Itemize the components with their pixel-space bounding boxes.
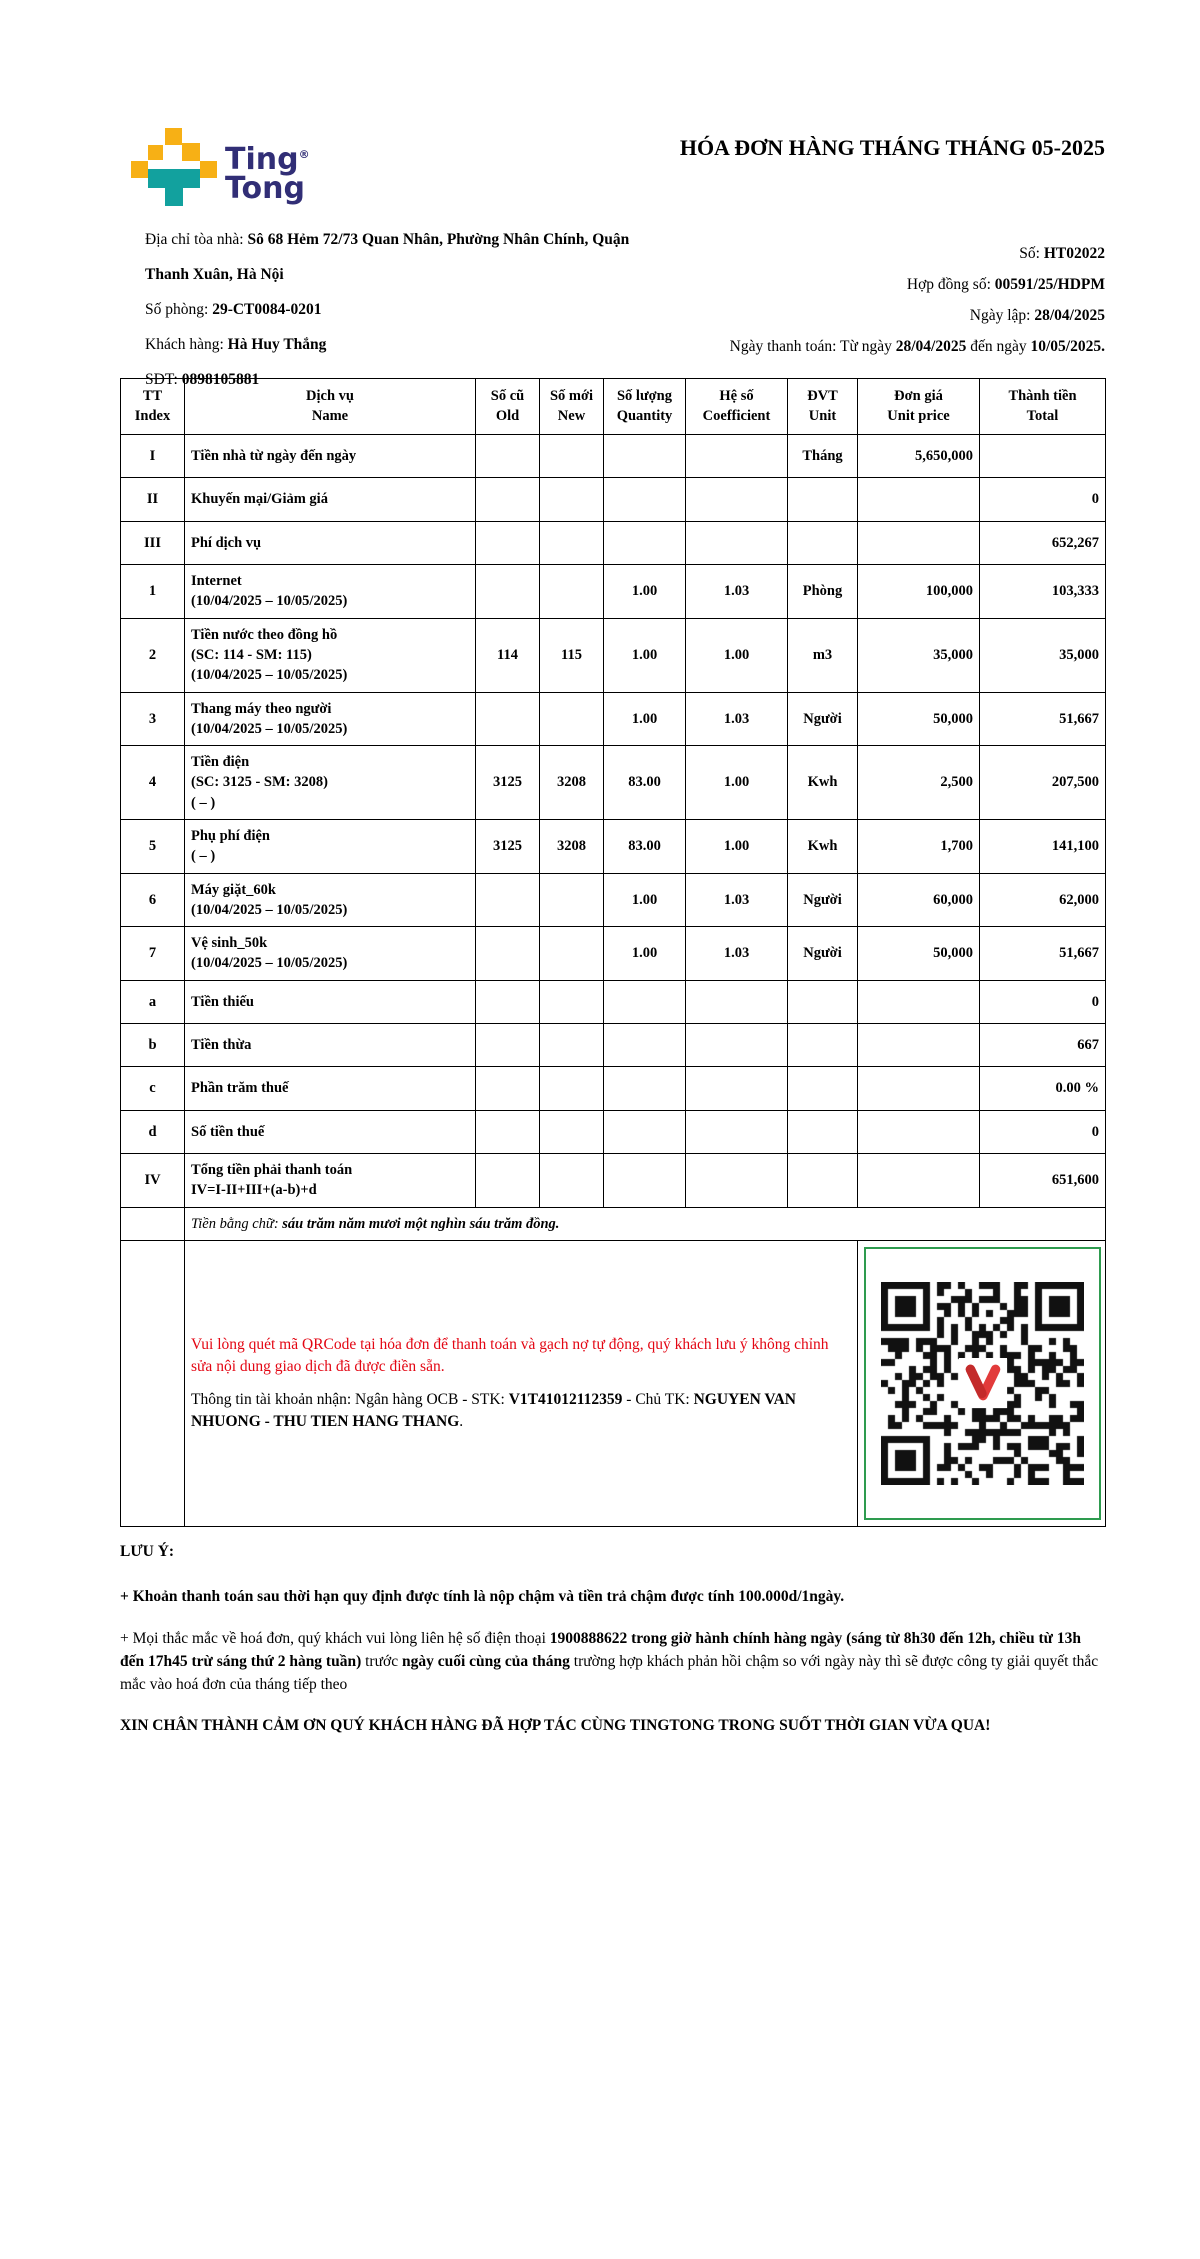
- logo-pixel-yellow: [182, 143, 200, 161]
- cell-old: [476, 565, 540, 619]
- cell-price: 60,000: [858, 873, 980, 927]
- cell-qty: [604, 1153, 686, 1207]
- text-segment: 00591/25/HDPM: [994, 276, 1105, 293]
- cell-service-name: [185, 927, 476, 981]
- qr-center-v-icon: [959, 1358, 1007, 1408]
- column-header: [476, 379, 540, 435]
- cell-price: 50,000: [858, 692, 980, 746]
- cell-unit: Kwh: [788, 746, 858, 820]
- cell-coef: 1.03: [686, 927, 788, 981]
- cell-total: 651,600: [980, 1153, 1106, 1207]
- invoice-title: HÓA ĐƠN HÀNG THÁNG THÁNG 05-2025: [679, 135, 1105, 160]
- column-header-line: ĐVT: [807, 388, 838, 404]
- cell-new: [540, 873, 604, 927]
- text-segment: .: [459, 1413, 464, 1431]
- service-name-line: Tiền nhà từ ngày đến ngày: [191, 448, 357, 465]
- cell-service-name: [185, 565, 476, 619]
- cell-qty: [604, 478, 686, 521]
- cell-index: a: [121, 980, 185, 1023]
- cell-coef: [686, 980, 788, 1023]
- table-row: [121, 692, 1106, 746]
- note-contact: [120, 1627, 1105, 1697]
- cell-total: [980, 435, 1106, 478]
- cell-coef: 1.00: [686, 746, 788, 820]
- service-name-line: Tiền thiếu: [191, 993, 254, 1010]
- cell-new: 115: [540, 618, 604, 692]
- cell-old: [476, 1067, 540, 1110]
- service-name-line: (10/04/2025 – 10/05/2025): [191, 593, 348, 610]
- cell-coef: 1.00: [686, 819, 788, 873]
- logo-pixel-yellow: [148, 145, 163, 160]
- table-row: [121, 1024, 1106, 1067]
- text-segment: 10/05/2025.: [1030, 338, 1105, 355]
- column-header-line: TT: [142, 388, 163, 404]
- registered-mark: ®: [298, 148, 310, 161]
- table-row: [121, 435, 1106, 478]
- text-segment: 28/04/2025: [1034, 307, 1105, 324]
- table-row: [121, 819, 1106, 873]
- cell-new: [540, 521, 604, 564]
- building-info-line: [145, 327, 667, 362]
- column-header-line: Unit price: [887, 407, 950, 424]
- column-header-line: Unit: [808, 407, 837, 424]
- text-segment: Địa chỉ tòa nhà:: [145, 231, 248, 248]
- cell-unit: [788, 1110, 858, 1153]
- building-info-line: [145, 292, 667, 327]
- service-name-line: Phần trăm thuế: [191, 1080, 289, 1097]
- table-row: [121, 927, 1106, 981]
- text-segment: Ngày thanh toán: Từ ngày: [729, 338, 896, 355]
- cell-empty: [121, 1240, 185, 1526]
- cell-new: [540, 692, 604, 746]
- cell-new: [540, 1067, 604, 1110]
- cell-unit: Người: [788, 927, 858, 981]
- service-name-line: Khuyến mại/Giảm giá: [191, 491, 328, 508]
- column-header-line: Old: [495, 407, 520, 424]
- cell-service-name: [185, 478, 476, 521]
- cell-qty: 1.00: [604, 692, 686, 746]
- info-section: [145, 222, 1105, 397]
- column-header: [980, 379, 1106, 435]
- cell-price: 2,500: [858, 746, 980, 820]
- amount-in-words-label: Tiền bằng chữ:: [191, 1215, 283, 1232]
- notes-section: [120, 1540, 1105, 1756]
- column-header-line: Số mới: [549, 388, 594, 404]
- text-segment: Số phòng:: [145, 301, 213, 318]
- text-segment: đến ngày: [966, 338, 1031, 355]
- cell-index: I: [121, 435, 185, 478]
- cell-new: [540, 478, 604, 521]
- cell-old: [476, 435, 540, 478]
- column-header-line: Total: [1026, 407, 1059, 424]
- cell-old: 3125: [476, 746, 540, 820]
- cell-unit: Người: [788, 873, 858, 927]
- tingtong-logo-icon: [131, 128, 211, 206]
- text-segment: trường hợp khách phản hồi chậm so với ngày này thì sẽ được công ty giải quyết thắc mắc vào hoá đơn của tháng tiếp theo: [120, 1652, 1103, 1693]
- cell-old: [476, 980, 540, 1023]
- cell-price: [858, 521, 980, 564]
- cell-unit: [788, 1024, 858, 1067]
- cell-index: 5: [121, 819, 185, 873]
- service-name-line: Thang máy theo người: [191, 700, 332, 717]
- column-header-line: Số cũ: [490, 388, 525, 404]
- service-name-line: Vệ sinh_50k: [191, 935, 268, 952]
- cell-service-name: [185, 618, 476, 692]
- cell-old: [476, 1153, 540, 1207]
- cell-price: [858, 478, 980, 521]
- text-segment: Hợp đồng số:: [906, 276, 995, 293]
- cell-service-name: [185, 1067, 476, 1110]
- cell-price: [858, 1110, 980, 1153]
- text-segment: 1900888622 trong giờ hành chính hàng ngày (sáng từ 8h30 đến 12h, chiều từ 13h đến 17h45 trừ sáng thứ 2 hàng tuần): [120, 1629, 1085, 1670]
- logo-word-tong: Tong: [225, 171, 305, 206]
- text-segment: + Khoản thanh toán sau thời hạn quy định được tính là nộp chậm và tiền trả chậm được tính 100.000d/1ngày.: [120, 1588, 845, 1606]
- qr-code-cell: [858, 1240, 1106, 1526]
- cell-qty: [604, 1024, 686, 1067]
- service-name-line: Phụ phí điện: [191, 827, 270, 844]
- cell-service-name: [185, 435, 476, 478]
- table-row: [121, 1110, 1106, 1153]
- table-row: [121, 746, 1106, 820]
- cell-price: [858, 980, 980, 1023]
- service-name-line: Internet: [191, 573, 242, 590]
- column-header: [686, 379, 788, 435]
- text-segment: - Chủ TK:: [622, 1391, 694, 1409]
- cell-index: d: [121, 1110, 185, 1153]
- cell-qty: 1.00: [604, 927, 686, 981]
- notes-heading: LƯU Ý:: [120, 1543, 175, 1560]
- invoice-meta: [667, 238, 1105, 397]
- cell-coef: [686, 435, 788, 478]
- cell-index: 2: [121, 618, 185, 692]
- text-segment: HT02022: [1043, 245, 1105, 262]
- cell-unit: m3: [788, 618, 858, 692]
- cell-index: 4: [121, 746, 185, 820]
- service-name-line: (10/04/2025 – 10/05/2025): [191, 720, 348, 737]
- text-segment: Ngày lập:: [969, 307, 1035, 324]
- cell-total: 0.00 %: [980, 1067, 1106, 1110]
- cell-service-name: [185, 873, 476, 927]
- column-header-line: Đơn giá: [894, 388, 943, 404]
- qr-code: [881, 1282, 1084, 1485]
- service-name-line: Tiền nước theo đồng hồ: [191, 626, 338, 643]
- service-name-line: (SC: 114 - SM: 115): [191, 646, 312, 663]
- cell-coef: 1.03: [686, 873, 788, 927]
- cell-new: [540, 980, 604, 1023]
- cell-old: [476, 1110, 540, 1153]
- table-row: [121, 1067, 1106, 1110]
- cell-qty: 1.00: [604, 565, 686, 619]
- cell-index: 6: [121, 873, 185, 927]
- cell-qty: 1.00: [604, 618, 686, 692]
- cell-index: II: [121, 478, 185, 521]
- table-row: [121, 478, 1106, 521]
- cell-total: 0: [980, 478, 1106, 521]
- table-row: [121, 618, 1106, 692]
- cell-price: 100,000: [858, 565, 980, 619]
- cell-service-name: [185, 746, 476, 820]
- cell-total: 62,000: [980, 873, 1106, 927]
- text-segment: Khách hàng:: [145, 336, 228, 353]
- cell-coef: [686, 1153, 788, 1207]
- cell-new: [540, 1024, 604, 1067]
- cell-new: [540, 927, 604, 981]
- cell-service-name: [185, 819, 476, 873]
- logo-pixel-teal: [165, 188, 183, 206]
- table-row: [121, 980, 1106, 1023]
- cell-coef: 1.03: [686, 565, 788, 619]
- cell-new: [540, 565, 604, 619]
- payment-instructions-cell: [185, 1240, 858, 1526]
- invoice-meta-line: [667, 300, 1105, 331]
- cell-price: [858, 1067, 980, 1110]
- cell-price: 35,000: [858, 618, 980, 692]
- amount-in-words-value: sáu trăm năm mươi một nghìn sáu trăm đồng.: [282, 1215, 560, 1232]
- cell-qty: [604, 521, 686, 564]
- invoice-meta-line: [667, 269, 1105, 300]
- cell-price: [858, 1024, 980, 1067]
- cell-unit: Tháng: [788, 435, 858, 478]
- cell-unit: Phòng: [788, 565, 858, 619]
- cell-price: 5,650,000: [858, 435, 980, 478]
- cell-old: 3125: [476, 819, 540, 873]
- service-name-line: Số tiền thuế: [191, 1123, 265, 1140]
- service-name-line: (10/04/2025 – 10/05/2025): [191, 955, 348, 972]
- cell-unit: [788, 521, 858, 564]
- cell-index: III: [121, 521, 185, 564]
- column-header: [540, 379, 604, 435]
- service-name-line: IV=I-II+III+(a-b)+d: [191, 1182, 317, 1199]
- service-name-line: ( – ): [191, 848, 216, 865]
- cell-unit: Kwh: [788, 819, 858, 873]
- cell-index: b: [121, 1024, 185, 1067]
- column-header: [858, 379, 980, 435]
- amount-in-words-cell: [185, 1207, 1106, 1240]
- tingtong-logo: [131, 128, 310, 206]
- cell-total: 0: [980, 1110, 1106, 1153]
- column-header: [121, 379, 185, 435]
- cell-old: [476, 478, 540, 521]
- cell-new: 3208: [540, 746, 604, 820]
- cell-qty: [604, 980, 686, 1023]
- cell-total: 0: [980, 980, 1106, 1023]
- cell-coef: 1.03: [686, 692, 788, 746]
- cell-unit: [788, 980, 858, 1023]
- column-header-line: Index: [134, 407, 171, 424]
- qr-instruction-text: Vui lòng quét mã QRCode tại hóa đơn để thanh toán và gạch nợ tự động, quý khách lưu ý không chỉnh sửa nội dung giao dịch đã được điền sẵn.: [191, 1335, 829, 1375]
- cell-coef: [686, 1110, 788, 1153]
- cell-qty: [604, 1067, 686, 1110]
- column-header-line: Coefficient: [702, 407, 771, 424]
- cell-total: 51,667: [980, 927, 1106, 981]
- cell-old: 114: [476, 618, 540, 692]
- cell-coef: 1.00: [686, 618, 788, 692]
- header: [131, 128, 1105, 206]
- cell-total: 667: [980, 1024, 1106, 1067]
- table-row: [121, 521, 1106, 564]
- service-name-line: Tổng tiền phải thanh toán: [191, 1161, 353, 1178]
- service-name-line: (10/04/2025 – 10/05/2025): [191, 667, 348, 684]
- cell-unit: Người: [788, 692, 858, 746]
- payment-row: [121, 1240, 1106, 1526]
- column-header-line: Thành tiền: [1008, 388, 1077, 404]
- cell-price: [858, 1153, 980, 1207]
- cell-old: [476, 521, 540, 564]
- cell-new: [540, 1153, 604, 1207]
- service-name-line: Tiền thừa: [191, 1037, 252, 1054]
- text-segment: Hà Huy Thắng: [227, 336, 327, 353]
- service-name-line: Phí dịch vụ: [191, 534, 262, 551]
- building-info: [145, 222, 667, 397]
- column-header-line: Dịch vụ: [306, 388, 354, 404]
- note-late-payment: [120, 1585, 1105, 1608]
- text-segment: Sô 68 Hẻm 72/73 Quan Nhân, Phường Nhân Chính, Quận Thanh Xuân, Hà Nội: [145, 231, 633, 283]
- text-segment: SĐT:: [145, 371, 182, 388]
- bank-account-text: [191, 1389, 851, 1432]
- cell-service-name: [185, 980, 476, 1023]
- cell-index: 3: [121, 692, 185, 746]
- cell-new: [540, 435, 604, 478]
- cell-qty: 1.00: [604, 873, 686, 927]
- cell-coef: [686, 478, 788, 521]
- cell-service-name: [185, 1110, 476, 1153]
- text-segment: Thông tin tài khoản nhận: Ngân hàng OCB - STK:: [191, 1391, 509, 1409]
- cell-new: [540, 1110, 604, 1153]
- text-segment: 28/04/2025: [895, 338, 967, 355]
- invoice-meta-line: [667, 238, 1105, 269]
- logo-pixel-yellow: [200, 161, 217, 178]
- text-segment: + Mọi thắc mắc về hoá đơn, quý khách vui lòng liên hệ số điện thoại: [120, 1629, 550, 1647]
- invoice-table-head: [121, 379, 1106, 435]
- text-segment: ngày cuối cùng của tháng: [401, 1652, 570, 1670]
- cell-index: 1: [121, 565, 185, 619]
- table-row: [121, 873, 1106, 927]
- column-header-line: Quantity: [616, 407, 673, 424]
- logo-word-ting: Ting: [225, 142, 299, 177]
- cell-old: [476, 873, 540, 927]
- cell-total: 51,667: [980, 692, 1106, 746]
- tingtong-logo-text: [225, 140, 310, 206]
- cell-total: 35,000: [980, 618, 1106, 692]
- logo-pixel-teal: [148, 169, 200, 188]
- cell-old: [476, 927, 540, 981]
- column-header: [185, 379, 476, 435]
- service-name-line: (SC: 3125 - SM: 3208): [191, 774, 328, 791]
- cell-index: c: [121, 1067, 185, 1110]
- service-name-line: ( – ): [191, 794, 216, 811]
- cell-index: 7: [121, 927, 185, 981]
- cell-service-name: [185, 521, 476, 564]
- cell-empty: [121, 1207, 185, 1240]
- cell-qty: [604, 435, 686, 478]
- text-segment: NGUYEN VAN NHUONG - THU TIEN HANG THANG: [191, 1391, 796, 1431]
- cell-service-name: [185, 692, 476, 746]
- service-name-line: Tiền điện: [191, 754, 250, 771]
- text-segment: 29-CT0084-0201: [212, 301, 322, 318]
- invoice-table-body: [121, 435, 1106, 1527]
- cell-qty: [604, 1110, 686, 1153]
- text-segment: Số:: [1019, 245, 1044, 262]
- cell-index: IV: [121, 1153, 185, 1207]
- service-name-line: Máy giặt_60k: [191, 881, 276, 898]
- column-header-line: Hệ số: [719, 388, 754, 404]
- logo-pixel-yellow: [131, 161, 148, 178]
- amount-in-words-row: [121, 1207, 1106, 1240]
- text-segment: V1T41012112359: [508, 1391, 623, 1409]
- cell-qty: 83.00: [604, 746, 686, 820]
- column-header-line: Name: [311, 407, 349, 424]
- cell-coef: [686, 1067, 788, 1110]
- cell-unit: [788, 1153, 858, 1207]
- column-header-line: New: [557, 407, 586, 424]
- text-segment: 0898105881: [181, 371, 260, 388]
- cell-coef: [686, 1024, 788, 1067]
- cell-total: 103,333: [980, 565, 1106, 619]
- invoice-meta-line: [667, 331, 1105, 362]
- cell-total: 141,100: [980, 819, 1106, 873]
- table-row: [121, 565, 1106, 619]
- column-header-line: Số lượng: [616, 388, 672, 404]
- cell-total: 207,500: [980, 746, 1106, 820]
- cell-old: [476, 692, 540, 746]
- column-header: [788, 379, 858, 435]
- cell-qty: 83.00: [604, 819, 686, 873]
- cell-price: 50,000: [858, 927, 980, 981]
- cell-old: [476, 1024, 540, 1067]
- cell-service-name: [185, 1153, 476, 1207]
- qr-code-frame: [864, 1247, 1101, 1520]
- invoice-table: [120, 378, 1106, 1527]
- logo-pixel-yellow: [165, 128, 182, 145]
- cell-new: 3208: [540, 819, 604, 873]
- building-info-line: [145, 222, 667, 292]
- service-name-line: (10/04/2025 – 10/05/2025): [191, 901, 348, 918]
- table-header-row: [121, 379, 1106, 435]
- thanks-note: XIN CHÂN THÀNH CẢM ƠN QUÝ KHÁCH HÀNG ĐÃ HỢP TÁC CÙNG TINGTONG TRONG SUỐT THỜI GIAN VỪA QUA!: [120, 1717, 991, 1735]
- cell-unit: [788, 1067, 858, 1110]
- cell-unit: [788, 478, 858, 521]
- table-row: [121, 1153, 1106, 1207]
- cell-service-name: [185, 1024, 476, 1067]
- column-header: [604, 379, 686, 435]
- cell-price: 1,700: [858, 819, 980, 873]
- text-segment: trước: [361, 1652, 402, 1670]
- cell-coef: [686, 521, 788, 564]
- cell-total: 652,267: [980, 521, 1106, 564]
